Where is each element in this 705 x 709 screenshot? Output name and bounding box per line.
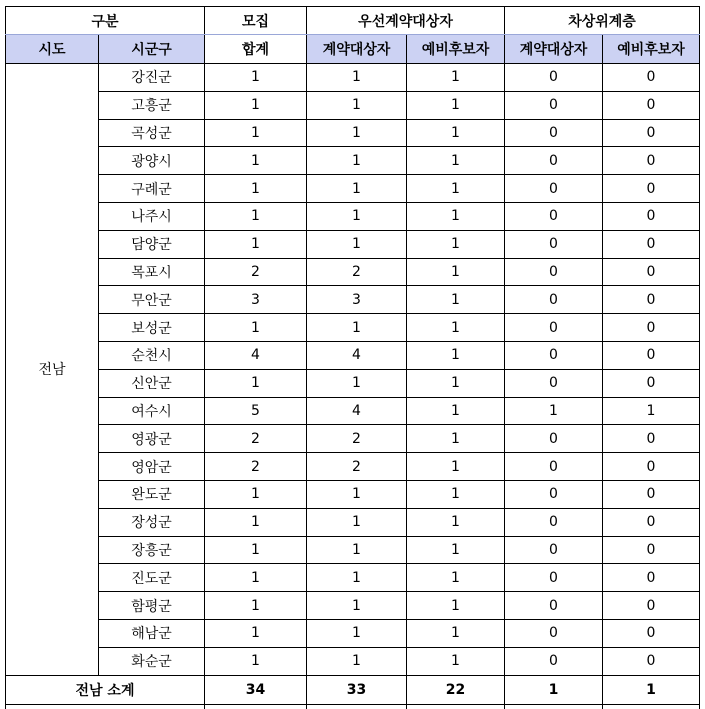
table-row (6, 369, 700, 397)
table-row (6, 341, 700, 369)
value-cell-total: 3 (205, 286, 307, 314)
value-cell-s-reserve: 0 (603, 119, 700, 147)
value-cell-p-contract: 4 (307, 341, 407, 369)
cut-off-cell (307, 704, 407, 709)
value-cell-p-contract: 4 (307, 397, 407, 425)
value-cell-p-reserve: 1 (407, 202, 505, 230)
value-cell-s-reserve: 0 (603, 314, 700, 342)
header-secondary: 차상위계층 (505, 7, 700, 35)
value-cell-s-contract: 0 (505, 91, 603, 119)
header-row-1 (6, 7, 700, 35)
table-row (6, 175, 700, 203)
value-cell-s-contract: 0 (505, 592, 603, 620)
value-cell-s-contract: 0 (505, 258, 603, 286)
sigungu-cell: 곡성군 (99, 119, 205, 147)
header-secondary-reserve: 예비후보자 (603, 35, 700, 64)
value-cell-total: 1 (205, 647, 307, 675)
value-cell-p-reserve: 1 (407, 397, 505, 425)
table-row (6, 592, 700, 620)
sido-cell: 전남 (6, 64, 99, 676)
table-row (6, 314, 700, 342)
value-cell-total: 2 (205, 453, 307, 481)
value-cell-s-contract: 0 (505, 175, 603, 203)
value-cell-p-reserve: 1 (407, 536, 505, 564)
value-cell-s-contract: 0 (505, 453, 603, 481)
sigungu-cell: 영광군 (99, 425, 205, 453)
value-cell-p-contract: 1 (307, 202, 407, 230)
table-row (6, 147, 700, 175)
value-cell-s-reserve: 0 (603, 175, 700, 203)
value-cell-p-contract: 2 (307, 258, 407, 286)
value-cell-p-contract: 1 (307, 314, 407, 342)
header-total: 합계 (205, 35, 307, 64)
table-row (6, 202, 700, 230)
value-cell-s-contract: 0 (505, 286, 603, 314)
value-cell-s-contract: 0 (505, 202, 603, 230)
value-cell-p-contract: 1 (307, 508, 407, 536)
value-cell-p-reserve: 1 (407, 286, 505, 314)
value-cell-total: 4 (205, 341, 307, 369)
value-cell-s-contract: 0 (505, 341, 603, 369)
cut-off-cell (205, 704, 307, 709)
value-cell-total: 1 (205, 119, 307, 147)
value-cell-s-contract: 1 (505, 397, 603, 425)
subtotal-s-contract: 1 (505, 675, 603, 704)
value-cell-s-reserve: 0 (603, 564, 700, 592)
value-cell-s-reserve: 0 (603, 425, 700, 453)
value-cell-p-contract: 1 (307, 64, 407, 92)
value-cell-p-contract: 2 (307, 453, 407, 481)
header-secondary-contract: 계약대상자 (505, 35, 603, 64)
value-cell-s-reserve: 0 (603, 91, 700, 119)
subtotal-s-reserve: 1 (603, 675, 700, 704)
value-cell-p-contract: 2 (307, 425, 407, 453)
cut-off-cell (505, 704, 603, 709)
value-cell-p-contract: 1 (307, 175, 407, 203)
value-cell-p-reserve: 1 (407, 119, 505, 147)
value-cell-p-contract: 1 (307, 119, 407, 147)
value-cell-s-contract: 0 (505, 369, 603, 397)
sigungu-cell: 보성군 (99, 314, 205, 342)
sigungu-cell: 장흥군 (99, 536, 205, 564)
recruitment-table (5, 6, 700, 709)
header-priority-contract: 계약대상자 (307, 35, 407, 64)
value-cell-total: 2 (205, 258, 307, 286)
value-cell-s-reserve: 0 (603, 480, 700, 508)
value-cell-s-contract: 0 (505, 536, 603, 564)
value-cell-s-contract: 0 (505, 647, 603, 675)
value-cell-p-reserve: 1 (407, 647, 505, 675)
value-cell-total: 1 (205, 202, 307, 230)
value-cell-s-contract: 0 (505, 147, 603, 175)
value-cell-p-contract: 1 (307, 147, 407, 175)
table-body (6, 64, 700, 709)
value-cell-s-reserve: 0 (603, 230, 700, 258)
value-cell-s-reserve: 0 (603, 64, 700, 92)
value-cell-p-reserve: 1 (407, 508, 505, 536)
value-cell-p-reserve: 1 (407, 619, 505, 647)
value-cell-s-contract: 0 (505, 425, 603, 453)
value-cell-s-contract: 0 (505, 508, 603, 536)
sigungu-cell: 구례군 (99, 175, 205, 203)
subtotal-p-contract: 33 (307, 675, 407, 704)
header-recruit: 모집 (205, 7, 307, 35)
cut-off-cell (6, 704, 205, 709)
value-cell-s-reserve: 0 (603, 202, 700, 230)
value-cell-total: 5 (205, 397, 307, 425)
value-cell-p-reserve: 1 (407, 314, 505, 342)
value-cell-p-reserve: 1 (407, 564, 505, 592)
header-sido: 시도 (6, 35, 99, 64)
value-cell-p-contract: 1 (307, 592, 407, 620)
value-cell-p-reserve: 1 (407, 480, 505, 508)
value-cell-total: 1 (205, 230, 307, 258)
subtotal-p-reserve: 22 (407, 675, 505, 704)
sigungu-cell: 고흥군 (99, 91, 205, 119)
table-row (6, 453, 700, 481)
value-cell-total: 1 (205, 619, 307, 647)
value-cell-p-reserve: 1 (407, 369, 505, 397)
table-row (6, 564, 700, 592)
sigungu-cell: 나주시 (99, 202, 205, 230)
value-cell-total: 1 (205, 508, 307, 536)
sigungu-cell: 완도군 (99, 480, 205, 508)
value-cell-p-reserve: 1 (407, 453, 505, 481)
value-cell-s-contract: 0 (505, 314, 603, 342)
table-row (6, 286, 700, 314)
sigungu-cell: 해남군 (99, 619, 205, 647)
value-cell-p-contract: 3 (307, 286, 407, 314)
value-cell-total: 1 (205, 175, 307, 203)
table-row (6, 536, 700, 564)
value-cell-p-reserve: 1 (407, 91, 505, 119)
value-cell-s-reserve: 1 (603, 397, 700, 425)
table-row (6, 230, 700, 258)
value-cell-total: 1 (205, 369, 307, 397)
table-row (6, 480, 700, 508)
header-priority-reserve: 예비후보자 (407, 35, 505, 64)
value-cell-total: 1 (205, 147, 307, 175)
sigungu-cell: 함평군 (99, 592, 205, 620)
value-cell-s-reserve: 0 (603, 592, 700, 620)
value-cell-s-contract: 0 (505, 564, 603, 592)
sigungu-cell: 장성군 (99, 508, 205, 536)
value-cell-total: 1 (205, 592, 307, 620)
table-row (6, 119, 700, 147)
value-cell-p-contract: 1 (307, 369, 407, 397)
value-cell-p-contract: 1 (307, 619, 407, 647)
value-cell-total: 1 (205, 480, 307, 508)
value-cell-s-reserve: 0 (603, 147, 700, 175)
value-cell-s-contract: 0 (505, 230, 603, 258)
value-cell-s-reserve: 0 (603, 508, 700, 536)
value-cell-s-reserve: 0 (603, 286, 700, 314)
value-cell-s-contract: 0 (505, 480, 603, 508)
sigungu-cell: 진도군 (99, 564, 205, 592)
value-cell-p-contract: 1 (307, 536, 407, 564)
value-cell-s-reserve: 0 (603, 647, 700, 675)
sigungu-cell: 목포시 (99, 258, 205, 286)
value-cell-total: 1 (205, 64, 307, 92)
cut-off-cell (603, 704, 700, 709)
value-cell-total: 1 (205, 91, 307, 119)
table-row (6, 91, 700, 119)
table-row (6, 647, 700, 675)
table-row (6, 397, 700, 425)
sigungu-cell: 광양시 (99, 147, 205, 175)
sigungu-cell: 영암군 (99, 453, 205, 481)
value-cell-total: 2 (205, 425, 307, 453)
value-cell-p-reserve: 1 (407, 230, 505, 258)
cut-off-cell (407, 704, 505, 709)
value-cell-p-reserve: 1 (407, 425, 505, 453)
subtotal-label: 전남 소계 (6, 675, 205, 704)
sigungu-cell: 신안군 (99, 369, 205, 397)
value-cell-s-reserve: 0 (603, 453, 700, 481)
sigungu-cell: 화순군 (99, 647, 205, 675)
value-cell-p-contract: 1 (307, 564, 407, 592)
table-row (6, 258, 700, 286)
value-cell-total: 1 (205, 314, 307, 342)
value-cell-p-reserve: 1 (407, 147, 505, 175)
sigungu-cell: 순천시 (99, 341, 205, 369)
value-cell-p-reserve: 1 (407, 64, 505, 92)
value-cell-total: 1 (205, 536, 307, 564)
value-cell-s-contract: 0 (505, 64, 603, 92)
table-row (6, 508, 700, 536)
sigungu-cell: 무안군 (99, 286, 205, 314)
header-group: 구분 (6, 7, 205, 35)
value-cell-p-contract: 1 (307, 480, 407, 508)
sigungu-cell: 여수시 (99, 397, 205, 425)
value-cell-s-reserve: 0 (603, 369, 700, 397)
cut-off-row (6, 704, 700, 709)
sigungu-cell: 강진군 (99, 64, 205, 92)
value-cell-p-reserve: 1 (407, 258, 505, 286)
sigungu-cell: 담양군 (99, 230, 205, 258)
value-cell-s-reserve: 0 (603, 619, 700, 647)
subtotal-row (6, 675, 700, 704)
value-cell-p-contract: 1 (307, 230, 407, 258)
value-cell-s-reserve: 0 (603, 258, 700, 286)
value-cell-p-contract: 1 (307, 91, 407, 119)
value-cell-s-reserve: 0 (603, 341, 700, 369)
value-cell-total: 1 (205, 564, 307, 592)
header-sigungu: 시군구 (99, 35, 205, 64)
value-cell-s-contract: 0 (505, 119, 603, 147)
value-cell-p-reserve: 1 (407, 341, 505, 369)
value-cell-s-contract: 0 (505, 619, 603, 647)
header-priority: 우선계약대상자 (307, 7, 505, 35)
table-row (6, 425, 700, 453)
table-row (6, 64, 700, 92)
table-row (6, 619, 700, 647)
value-cell-p-reserve: 1 (407, 175, 505, 203)
header-row-2 (6, 35, 700, 64)
value-cell-p-reserve: 1 (407, 592, 505, 620)
subtotal-total: 34 (205, 675, 307, 704)
value-cell-s-reserve: 0 (603, 536, 700, 564)
value-cell-p-contract: 1 (307, 647, 407, 675)
